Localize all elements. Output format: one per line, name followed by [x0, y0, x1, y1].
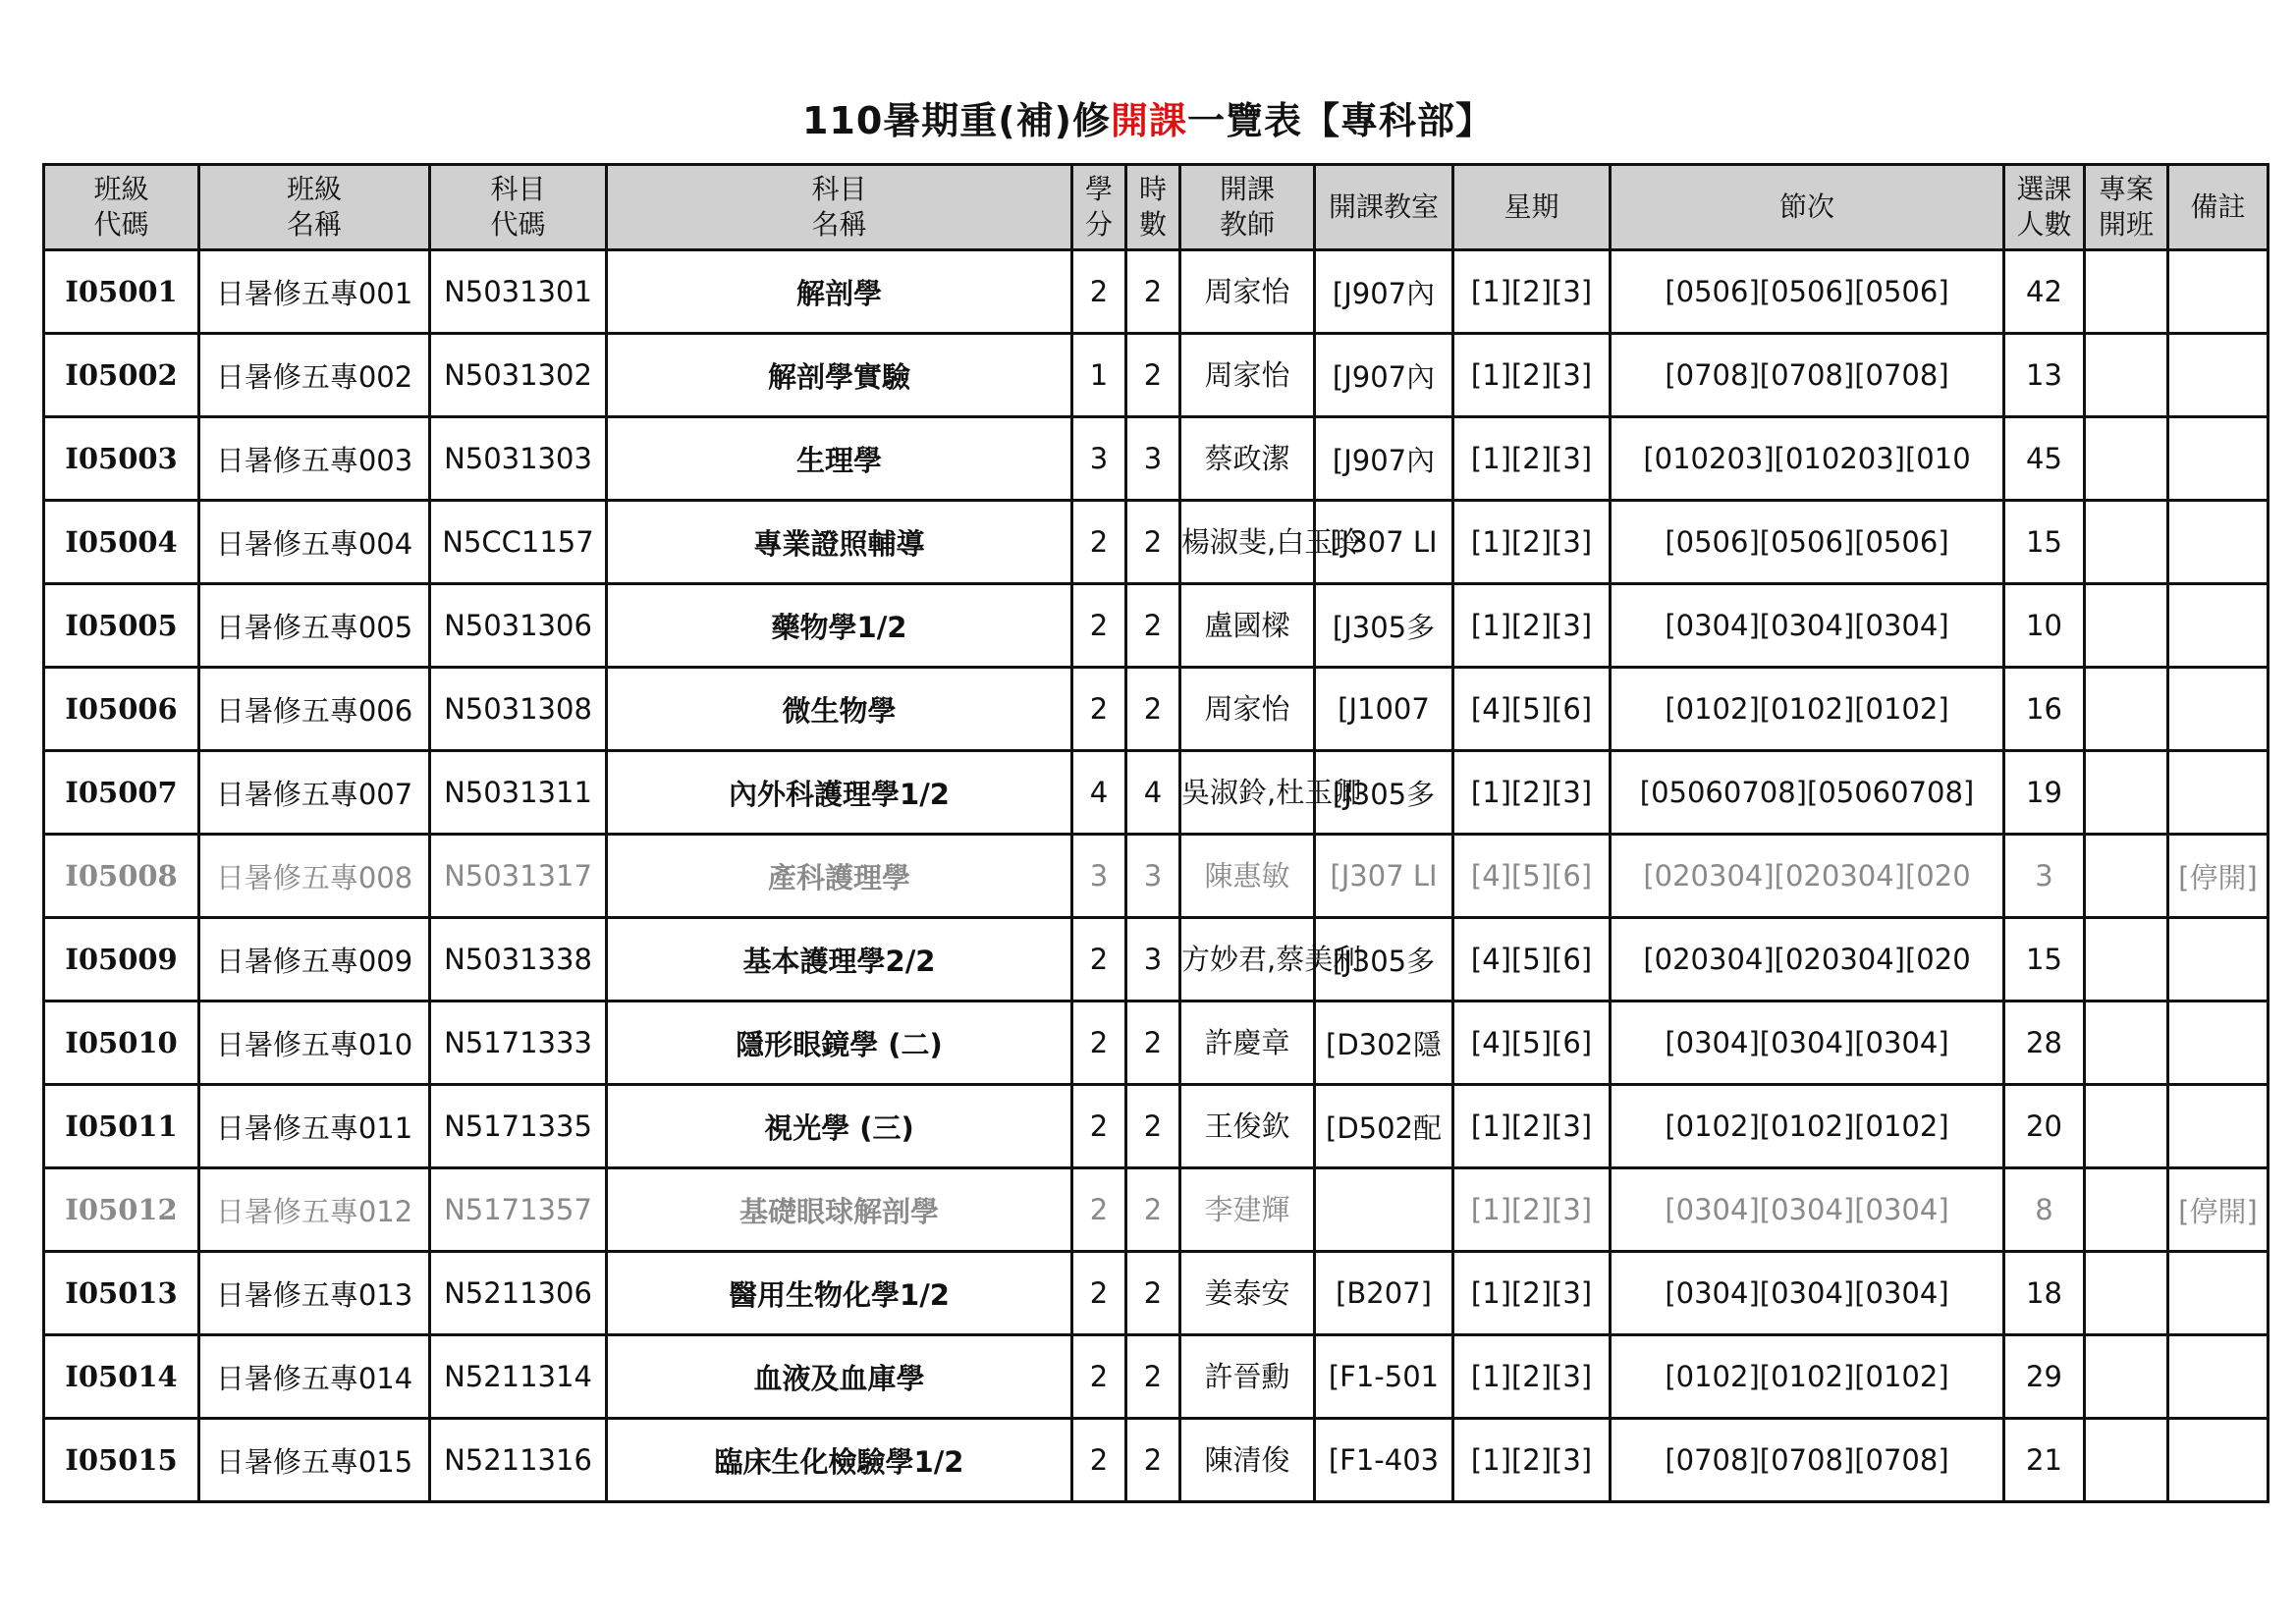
table-row: [44, 1252, 2269, 1335]
table-row: [44, 250, 2269, 334]
hours-cell: 2: [1126, 1001, 1180, 1085]
header-week: 星期: [1453, 165, 1611, 250]
subject-code-cell: N5211306: [430, 1252, 607, 1335]
note-cell: [2168, 1252, 2269, 1335]
header-credits: 學 分: [1072, 165, 1126, 250]
title-prefix: 110暑期重(補)修: [801, 99, 1112, 142]
hours-cell: 2: [1126, 1085, 1180, 1168]
subject-code-cell: N5211314: [430, 1335, 607, 1419]
subject-code-cell: N5171333: [430, 1001, 607, 1085]
class-name-cell: 日暑修五專002: [199, 334, 430, 417]
subject-code-cell: N5CC1157: [430, 501, 607, 584]
hours-cell: 2: [1126, 1168, 1180, 1252]
class-name-cell: 日暑修五專012: [199, 1168, 430, 1252]
class-code-cell: I05005: [44, 584, 199, 668]
room-cell: [J307 LI: [1315, 835, 1453, 918]
header-room: 開課教室: [1315, 165, 1453, 250]
teacher-cell: 楊淑斐,白玉玲: [1180, 501, 1315, 584]
note-cell: [2168, 1419, 2269, 1502]
enrolled-cell: 15: [2004, 918, 2085, 1001]
class-name-cell: 日暑修五專004: [199, 501, 430, 584]
special-cell: [2085, 1252, 2168, 1335]
note-cell: [2168, 584, 2269, 668]
credits-cell: 2: [1072, 1419, 1126, 1502]
class-code-cell: I05001: [44, 250, 199, 334]
week-cell: [1][2][3]: [1453, 1085, 1611, 1168]
hours-cell: 2: [1126, 501, 1180, 584]
subject-name-cell: 醫用生物化學1/2: [607, 1252, 1072, 1335]
credits-cell: 2: [1072, 501, 1126, 584]
enrolled-cell: 10: [2004, 584, 2085, 668]
subject-name-cell: 解剖學: [607, 250, 1072, 334]
class-code-cell: I05011: [44, 1085, 199, 1168]
enrolled-cell: 18: [2004, 1252, 2085, 1335]
hours-cell: 4: [1126, 751, 1180, 835]
subject-name-cell: 產科護理學: [607, 835, 1072, 918]
header-class-code: 班級 代碼: [44, 165, 199, 250]
note-cell: [2168, 1335, 2269, 1419]
subject-name-cell: 解剖學實驗: [607, 334, 1072, 417]
credits-cell: 3: [1072, 417, 1126, 501]
class-name-cell: 日暑修五專015: [199, 1419, 430, 1502]
subject-code-cell: N5211316: [430, 1419, 607, 1502]
class-code-cell: I05015: [44, 1419, 199, 1502]
note-cell: [2168, 918, 2269, 1001]
table-header-row: [44, 165, 2269, 250]
room-cell: [B207]: [1315, 1252, 1453, 1335]
period-cell: [0708][0708][0708]: [1611, 334, 2004, 417]
table-row: [44, 668, 2269, 751]
table-row: [44, 1335, 2269, 1419]
teacher-cell: 吳淑鈴,杜玉卿: [1180, 751, 1315, 835]
week-cell: [1][2][3]: [1453, 1335, 1611, 1419]
header-special: 專案 開班: [2085, 165, 2168, 250]
enrolled-cell: 20: [2004, 1085, 2085, 1168]
teacher-cell: 許晉勳: [1180, 1335, 1315, 1419]
special-cell: [2085, 250, 2168, 334]
week-cell: [1][2][3]: [1453, 1419, 1611, 1502]
table-row: [44, 334, 2269, 417]
hours-cell: 2: [1126, 334, 1180, 417]
period-cell: [0304][0304][0304]: [1611, 584, 2004, 668]
room-cell: [J305多: [1315, 751, 1453, 835]
table-row: [44, 417, 2269, 501]
period-cell: [0102][0102][0102]: [1611, 668, 2004, 751]
subject-name-cell: 微生物學: [607, 668, 1072, 751]
table-row: [44, 1168, 2269, 1252]
period-cell: [020304][020304][020: [1611, 918, 2004, 1001]
credits-cell: 3: [1072, 835, 1126, 918]
subject-code-cell: N5031302: [430, 334, 607, 417]
credits-cell: 2: [1072, 668, 1126, 751]
special-cell: [2085, 584, 2168, 668]
class-name-cell: 日暑修五專013: [199, 1252, 430, 1335]
hours-cell: 3: [1126, 918, 1180, 1001]
week-cell: [1][2][3]: [1453, 1252, 1611, 1335]
credits-cell: 2: [1072, 250, 1126, 334]
room-cell: [J1007: [1315, 668, 1453, 751]
note-cell: [2168, 1001, 2269, 1085]
header-period: 節次: [1611, 165, 2004, 250]
class-code-cell: I05006: [44, 668, 199, 751]
room-cell: [D302隱: [1315, 1001, 1453, 1085]
week-cell: [4][5][6]: [1453, 918, 1611, 1001]
week-cell: [1][2][3]: [1453, 417, 1611, 501]
table-row: [44, 584, 2269, 668]
header-teacher: 開課 教師: [1180, 165, 1315, 250]
note-cell: [2168, 1085, 2269, 1168]
class-code-cell: I05010: [44, 1001, 199, 1085]
enrolled-cell: 28: [2004, 1001, 2085, 1085]
note-cell: [2168, 334, 2269, 417]
week-cell: [1][2][3]: [1453, 501, 1611, 584]
week-cell: [4][5][6]: [1453, 668, 1611, 751]
special-cell: [2085, 1168, 2168, 1252]
class-name-cell: 日暑修五專009: [199, 918, 430, 1001]
credits-cell: 2: [1072, 1252, 1126, 1335]
special-cell: [2085, 1335, 2168, 1419]
credits-cell: 2: [1072, 1001, 1126, 1085]
subject-code-cell: N5031303: [430, 417, 607, 501]
period-cell: [0102][0102][0102]: [1611, 1085, 2004, 1168]
class-code-cell: I05009: [44, 918, 199, 1001]
table-row: [44, 501, 2269, 584]
period-cell: [0304][0304][0304]: [1611, 1168, 2004, 1252]
credits-cell: 2: [1072, 918, 1126, 1001]
class-name-cell: 日暑修五專005: [199, 584, 430, 668]
special-cell: [2085, 751, 2168, 835]
subject-code-cell: N5171357: [430, 1168, 607, 1252]
period-cell: [0506][0506][0506]: [1611, 501, 2004, 584]
credits-cell: 2: [1072, 1335, 1126, 1419]
room-cell: [J305多: [1315, 584, 1453, 668]
header-note: 備註: [2168, 165, 2269, 250]
note-cell: [停開]: [2168, 1168, 2269, 1252]
header-subject-code: 科目 代碼: [430, 165, 607, 250]
page-title: [0, 90, 2296, 144]
subject-code-cell: N5031308: [430, 668, 607, 751]
teacher-cell: 盧國樑: [1180, 584, 1315, 668]
room-cell: [F1-501: [1315, 1335, 1453, 1419]
note-cell: [2168, 751, 2269, 835]
note-cell: [2168, 417, 2269, 501]
class-code-cell: I05003: [44, 417, 199, 501]
enrolled-cell: 8: [2004, 1168, 2085, 1252]
subject-name-cell: 基本護理學2/2: [607, 918, 1072, 1001]
week-cell: [1][2][3]: [1453, 751, 1611, 835]
header-subject-name: 科目 名稱: [607, 165, 1072, 250]
class-code-cell: I05008: [44, 835, 199, 918]
subject-name-cell: 生理學: [607, 417, 1072, 501]
class-code-cell: I05002: [44, 334, 199, 417]
week-cell: [4][5][6]: [1453, 1001, 1611, 1085]
class-code-cell: I05012: [44, 1168, 199, 1252]
table-body: [44, 250, 2269, 1502]
enrolled-cell: 21: [2004, 1419, 2085, 1502]
special-cell: [2085, 417, 2168, 501]
table-row: [44, 918, 2269, 1001]
subject-name-cell: 專業證照輔導: [607, 501, 1072, 584]
subject-code-cell: N5031317: [430, 835, 607, 918]
hours-cell: 2: [1126, 668, 1180, 751]
subject-name-cell: 隱形眼鏡學 (二): [607, 1001, 1072, 1085]
hours-cell: 3: [1126, 835, 1180, 918]
credits-cell: 4: [1072, 751, 1126, 835]
table-row: [44, 835, 2269, 918]
subject-code-cell: N5171335: [430, 1085, 607, 1168]
class-code-cell: I05014: [44, 1335, 199, 1419]
header-class-name: 班級 名稱: [199, 165, 430, 250]
special-cell: [2085, 1085, 2168, 1168]
period-cell: [0506][0506][0506]: [1611, 250, 2004, 334]
subject-name-cell: 視光學 (三): [607, 1085, 1072, 1168]
teacher-cell: 蔡政潔: [1180, 417, 1315, 501]
period-cell: [010203][010203][010: [1611, 417, 2004, 501]
note-cell: [停開]: [2168, 835, 2269, 918]
class-name-cell: 日暑修五專011: [199, 1085, 430, 1168]
special-cell: [2085, 918, 2168, 1001]
room-cell: [J907內: [1315, 250, 1453, 334]
title-highlight: 開課: [1111, 99, 1188, 142]
subject-name-cell: 藥物學1/2: [607, 584, 1072, 668]
period-cell: [0304][0304][0304]: [1611, 1252, 2004, 1335]
period-cell: [0304][0304][0304]: [1611, 1001, 2004, 1085]
enrolled-cell: 3: [2004, 835, 2085, 918]
enrolled-cell: 19: [2004, 751, 2085, 835]
teacher-cell: 陳清俊: [1180, 1419, 1315, 1502]
period-cell: [0708][0708][0708]: [1611, 1419, 2004, 1502]
header-enrolled: 選課 人數: [2004, 165, 2085, 250]
subject-code-cell: N5031311: [430, 751, 607, 835]
class-name-cell: 日暑修五專007: [199, 751, 430, 835]
room-cell: [1315, 1168, 1453, 1252]
table-row: [44, 1001, 2269, 1085]
table-row: [44, 751, 2269, 835]
note-cell: [2168, 668, 2269, 751]
teacher-cell: 周家怡: [1180, 250, 1315, 334]
class-name-cell: 日暑修五專001: [199, 250, 430, 334]
room-cell: [D502配: [1315, 1085, 1453, 1168]
class-code-cell: I05004: [44, 501, 199, 584]
week-cell: [1][2][3]: [1453, 250, 1611, 334]
credits-cell: 2: [1072, 1168, 1126, 1252]
credits-cell: 2: [1072, 584, 1126, 668]
class-name-cell: 日暑修五專014: [199, 1335, 430, 1419]
teacher-cell: 姜泰安: [1180, 1252, 1315, 1335]
title-suffix: 一覽表【專科部】: [1187, 99, 1495, 142]
class-name-cell: 日暑修五專010: [199, 1001, 430, 1085]
enrolled-cell: 45: [2004, 417, 2085, 501]
table-row: [44, 1085, 2269, 1168]
note-cell: [2168, 250, 2269, 334]
room-cell: [J305多: [1315, 918, 1453, 1001]
period-cell: [020304][020304][020: [1611, 835, 2004, 918]
teacher-cell: 許慶章: [1180, 1001, 1315, 1085]
week-cell: [1][2][3]: [1453, 1168, 1611, 1252]
teacher-cell: 李建輝: [1180, 1168, 1315, 1252]
enrolled-cell: 29: [2004, 1335, 2085, 1419]
table-row: [44, 1419, 2269, 1502]
period-cell: [05060708][05060708]: [1611, 751, 2004, 835]
room-cell: [J907內: [1315, 417, 1453, 501]
subject-code-cell: N5031306: [430, 584, 607, 668]
hours-cell: 2: [1126, 1335, 1180, 1419]
hours-cell: 2: [1126, 1419, 1180, 1502]
special-cell: [2085, 334, 2168, 417]
enrolled-cell: 42: [2004, 250, 2085, 334]
subject-code-cell: N5031338: [430, 918, 607, 1001]
note-cell: [2168, 501, 2269, 584]
hours-cell: 3: [1126, 417, 1180, 501]
credits-cell: 2: [1072, 1085, 1126, 1168]
class-name-cell: 日暑修五專006: [199, 668, 430, 751]
special-cell: [2085, 1001, 2168, 1085]
room-cell: [F1-403: [1315, 1419, 1453, 1502]
subject-name-cell: 血液及血庫學: [607, 1335, 1072, 1419]
special-cell: [2085, 668, 2168, 751]
week-cell: [4][5][6]: [1453, 835, 1611, 918]
enrolled-cell: 16: [2004, 668, 2085, 751]
enrolled-cell: 15: [2004, 501, 2085, 584]
class-code-cell: I05007: [44, 751, 199, 835]
room-cell: [J307 LI: [1315, 501, 1453, 584]
course-table: [42, 163, 2269, 1503]
period-cell: [0102][0102][0102]: [1611, 1335, 2004, 1419]
class-name-cell: 日暑修五專008: [199, 835, 430, 918]
room-cell: [J907內: [1315, 334, 1453, 417]
special-cell: [2085, 501, 2168, 584]
special-cell: [2085, 835, 2168, 918]
enrolled-cell: 13: [2004, 334, 2085, 417]
hours-cell: 2: [1126, 1252, 1180, 1335]
header-hours: 時 數: [1126, 165, 1180, 250]
teacher-cell: 陳惠敏: [1180, 835, 1315, 918]
teacher-cell: 周家怡: [1180, 668, 1315, 751]
teacher-cell: 方妙君,蔡美利: [1180, 918, 1315, 1001]
teacher-cell: 王俊欽: [1180, 1085, 1315, 1168]
class-name-cell: 日暑修五專003: [199, 417, 430, 501]
hours-cell: 2: [1126, 250, 1180, 334]
week-cell: [1][2][3]: [1453, 584, 1611, 668]
teacher-cell: 周家怡: [1180, 334, 1315, 417]
subject-name-cell: 內外科護理學1/2: [607, 751, 1072, 835]
credits-cell: 1: [1072, 334, 1126, 417]
subject-name-cell: 基礎眼球解剖學: [607, 1168, 1072, 1252]
subject-name-cell: 臨床生化檢驗學1/2: [607, 1419, 1072, 1502]
class-code-cell: I05013: [44, 1252, 199, 1335]
week-cell: [1][2][3]: [1453, 334, 1611, 417]
hours-cell: 2: [1126, 584, 1180, 668]
subject-code-cell: N5031301: [430, 250, 607, 334]
special-cell: [2085, 1419, 2168, 1502]
